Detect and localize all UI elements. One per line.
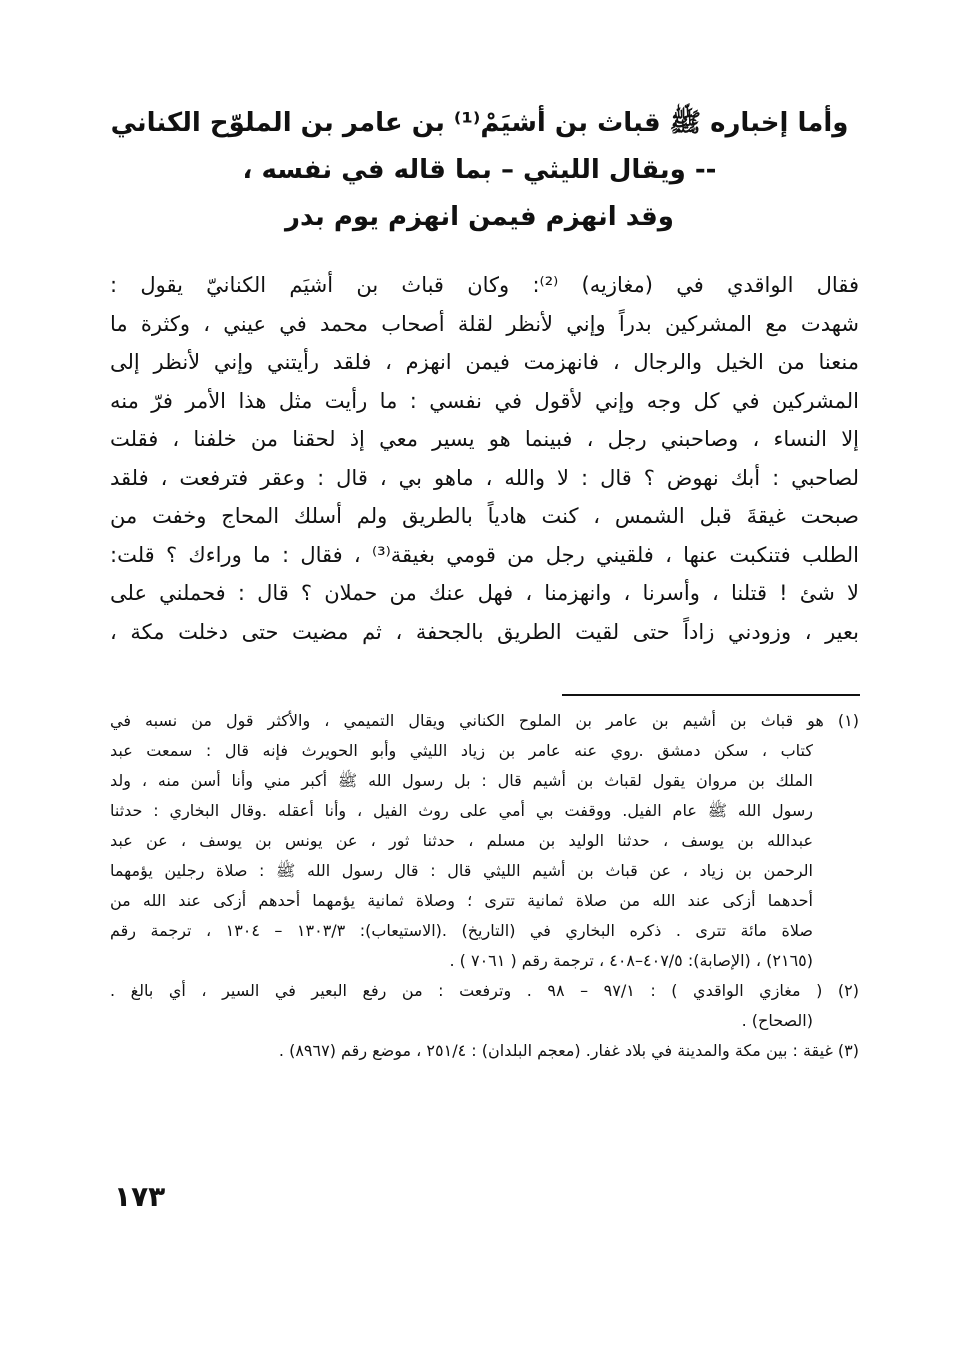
body-line: المشركين في كل وجه وإني لأقول في نفسي : ما رأيت مثل هذا الأمر فرّ منه xyxy=(110,388,859,413)
footnote-line: الملك بن مروان يقول لقباث بن أشيم قال : بل رسول الله ﷺ أكبر مني وأنا أسن منه ، ولد xyxy=(110,771,813,790)
footnote-line: عبدالله بن يوسف ، حدثنا الوليد بن مسلم ، حدثنا ثور ، عن يونس بن يوسف ، عن عبد xyxy=(110,831,813,850)
footnote-3 xyxy=(110,1036,859,1066)
footnote-line: (٢) ( مغازي الواقدي ) : ٩٧/١ – ٩٨ . وترفعت : من رفع البعير في السير ، أي بالغ . xyxy=(110,981,859,1000)
body-line: شهدت مع المشركين بدراً وإني لأنظر لقلة أصحاب محمد في عيني ، وكثرة ما xyxy=(110,311,859,336)
page-number: ١٧٣ xyxy=(114,1180,166,1213)
body-line: لا شئ ! قتلنا ، وأسرنا ، وانهزمنا ، فهل عنك من حملان ؟ قال : فحملني على xyxy=(110,581,859,605)
body-line: بعير ، وزودني زاداً حتى لقيت الطريق بالجحفة ، ثم مضيت حتى دخلت مكة ، xyxy=(110,619,859,644)
footnote-2 xyxy=(110,976,859,1036)
footnote-line: كتاب ، سكن دمشق .روي عنه عامر بن زياد الليثي وأبو الحويرث فإنه قال : سمعت عبد xyxy=(110,741,813,760)
body-line: لصاحبي : أبك نهوض ؟ قال : لا والله ، ماهو بي ، قال : وعقر فترفعت ، فلقد xyxy=(110,465,859,490)
body-paragraph xyxy=(110,266,859,651)
footnote-line: صلاة مائة تترى . ذكره البخاري في (التاريخ) .(الاستيعاب): ١٣٠٣/٣ – ١٣٠٤ ، ترجمة رقم xyxy=(110,921,813,940)
body-line: منعنا من الخيل والرجال ، فانهزمت فيمن انهزم ، فلقد رأيتني وإني لأنظر إلى xyxy=(110,350,859,374)
footnote-line: (٣) غيقة : بين مكة والمدينة في بلاد غفار. (معجم البلدان) : ٢٥١/٤ ، موضع رقم (٨٩٦٧) . xyxy=(278,1041,859,1060)
footnote-line: الرحمن بن زياد ، عن قباث بن أشيم الليثي قال : قال رسول الله ﷺ : صلاة رجلين يؤمهما xyxy=(110,861,813,880)
heading-line-3: وقد انهزم فيمن انهزم يوم بدر xyxy=(285,202,674,232)
heading-line-2: -- ويقال الليثي – بما قاله في نفسه ، xyxy=(242,155,717,185)
heading-line-1: وأما إخباره ﷺ قباث بن أشيَمْ⁽¹⁾ بن عامر بن الملوّح الكناني xyxy=(110,108,849,138)
body-line: إلا النساء ، وصاحبني رجل ، فبينما هو يسير معي إذ لحقنا من خلفنا ، فقلت xyxy=(110,427,859,451)
footnote-line: (٢١٦٥) ، (الإصابة): ٤٠٧/٥–٤٠٨ ، ترجمة رقم ( ٧٠٦١ ) . xyxy=(449,951,813,970)
footnote-line: أحدهما أزكى عند الله من صلاة ثمانية تترى ؛ وصلاة ثمانية يؤمهما أحدهم أزكى عند الله من xyxy=(110,891,813,910)
footnote-line: (١) هو قباث بن أشيم بن عامر بن الملوح الكناني ويقال التميمي ، والأكثر قول من نسبه في xyxy=(110,711,859,730)
body-line: صبحت غيقةَ قبل الشمس ، كنت هادياً بالطريق ولم أسلك المحاج وخفت من xyxy=(110,504,859,528)
chapter-heading xyxy=(100,100,859,241)
body-line: فقال الواقدي في (مغازيه) ⁽²⁾: وكان قباث بن أشيَم الكنانيّ يقول : xyxy=(110,273,859,297)
footnote-divider xyxy=(562,694,860,696)
footnotes xyxy=(110,706,859,1066)
footnote-line: رسول الله ﷺ عام الفيل. ووقفت بي أمي على روث الفيل ، وأنا أعقله .وقال البخاري : حدثنا xyxy=(110,801,813,820)
footnote-line: (الصحاح) . xyxy=(741,1011,813,1030)
footnote-1 xyxy=(110,706,859,976)
body-line: الطلب فتنكبت عنها ، فلقيني رجل من قومي بغيقة⁽³⁾ ، فقال : ما وراءك ؟ قلت: xyxy=(110,542,859,567)
